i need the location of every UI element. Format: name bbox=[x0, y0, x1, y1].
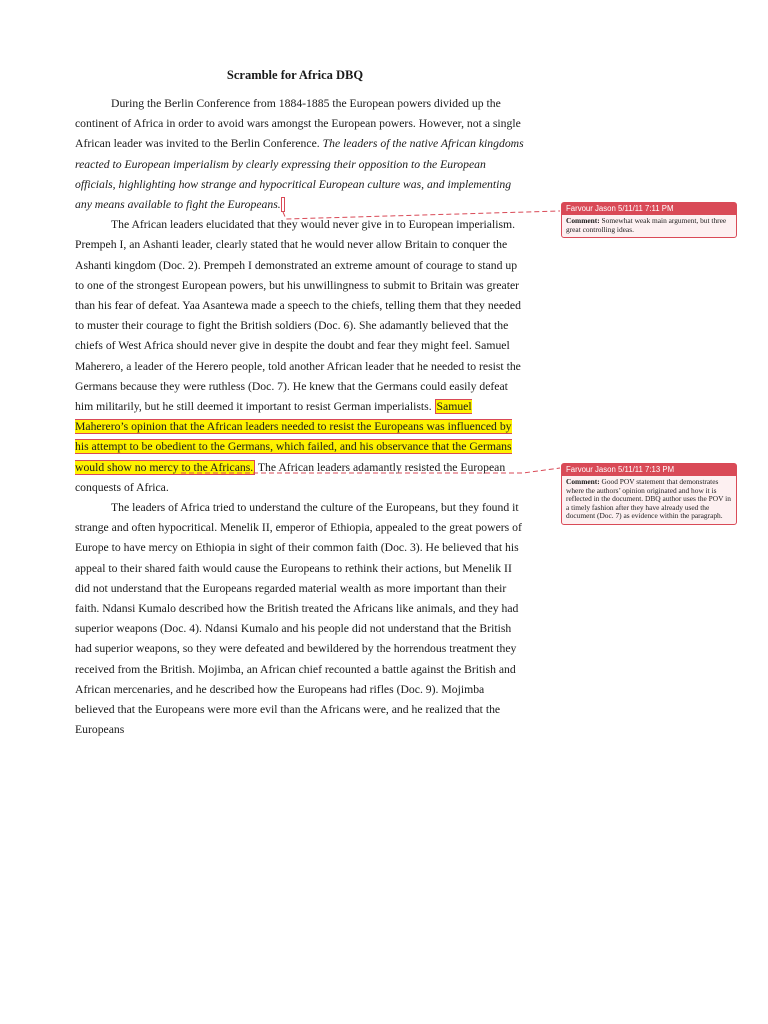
comment-header-2: Farvour Jason 5/11/11 7:13 PM bbox=[562, 464, 736, 476]
comment-connector-2 bbox=[181, 468, 560, 473]
comment-connector-1 bbox=[283, 211, 560, 219]
resistance-conclusion: The African leaders adamantly resisted the European conquests of Africa. bbox=[75, 460, 506, 494]
comment-body-2: Comment: Good POV statement that demonstrates where the authors’ opinion originated and how it is reflected in the document. DBQ author uses the POV in a timely fashion after they have already used the document (Doc. 7) as evidence within the paragraph. bbox=[566, 477, 731, 521]
comment-body-1: Comment: Somewhat weak main argument, but three great controlling ideas. bbox=[566, 216, 727, 234]
culture-text: The leaders of Africa tried to understand the culture of the Europeans, but they found it strange and often hypocritical. Menelik II, emperor of Ethiopia, appealed to the great powers of Europe to have mercy on Ethiopia in sight of their common faith (Doc. 3). He believed that his appeal to their shared faith would cause the Europeans to rethink their actions, but Menelik II did not understand that the Europeans regarded material wealth as more important than their faith. Ndansi Kumalo described how the British treated the Africans like animals, and they had superior weapons (Doc. 4). Ndansi Kumalo and his people did not understand that the British had superior weapons, so they were defeated and bewildered by the horrendous treatment they received from the British. Mojimba, an African chief recounted a battle against the British and African mercenaries, and he described how the Europeans had rifles (Doc. 9). Mojimba believed that the Europeans were more evil than the Africans were, and he realized that the Europeans bbox=[75, 501, 522, 737]
resistance-text: The African leaders elucidated that they would never give in to European imperialism. Prempeh I, an Ashanti leader, clearly stated that he would never allow Britain to conquer the Ashanti kingdom (Doc. 2). Prempeh I demonstrated an extreme amount of courage to stand up to one of the strongest European powers, but his unwillingness to submit to Britain was greater than his fear of defeat. Yaa Asantewa made a speech to the chiefs, telling them that they needed to muster their courage to fight the British soldiers (Doc. 6). She adamantly believed that the chiefs of West Africa should never give in despite the doubt and fear they might feel. Samuel Maherero, a leader of the Herero people, told another African leader that he needed to resist the Germans because they were ruthless (Doc. 7). He knew that the Germans could easily defeat him militarily, but he still deemed it important to resist German imperialists. bbox=[75, 218, 521, 414]
intro-text: During the Berlin Conference from 1884-1885 the European powers divided up the continent of Africa in order to avoid wars amongst the European powers. However, not a single African leader was invited to the Berlin Conference. bbox=[75, 97, 521, 151]
thesis-statement: The leaders of the native African kingdoms reacted to European imperialism by clearly expressing their opposition to the European officials, highlighting how strange and hypocritical European culture was, and implementing any means available to fight the Europeans. bbox=[75, 137, 524, 212]
comment-header-1: Farvour Jason 5/11/11 7:11 PM bbox=[562, 203, 736, 215]
comment-balloon-2[interactable] bbox=[561, 463, 737, 525]
highlighted-pov-statement[interactable]: Samuel Maherero’s opinion that the African leaders needed to resist the Europeans was influenced by his attempt to be obedient to the Germans, which failed, and his observance that the Germans would show no mercy to the Africans. bbox=[75, 400, 512, 474]
comment-balloon-1[interactable] bbox=[561, 202, 737, 238]
document-title: Scramble for Africa DBQ bbox=[226, 68, 364, 82]
